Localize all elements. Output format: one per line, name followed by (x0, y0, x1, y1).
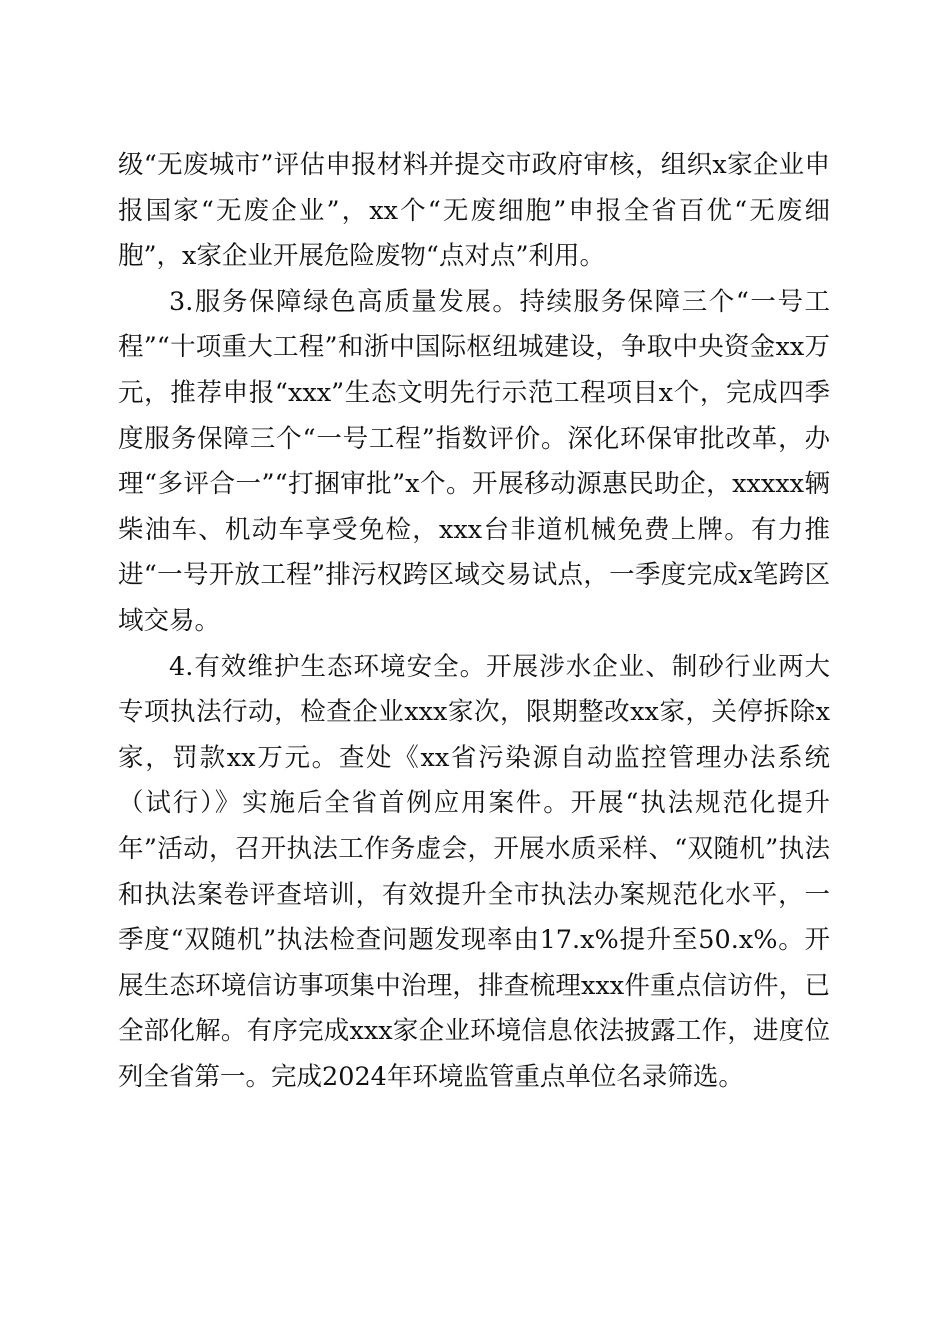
paragraph-item-3: 3.服务保障绿色高质量发展。持续服务保障三个“一号工程”“十项重大工程”和浙中国际枢纽城建设，争取中央资金xx万元，推荐申报“xxx”生态文明先行示范工程项目x个，完成四季度服务保障三个“一号工程”指数评价。深化环保审批改革，办理“多评合一”“打捆审批”x个。开展移动源惠民助企，xxxxx辆柴油车、机动车享受免检，xxx台非道机械免费上牌。有力推进“一号开放工程”排污权跨区域交易试点，一季度完成x笔跨区域交易。 (118, 286, 830, 636)
paragraph-item-4: 4.有效维护生态环境安全。开展涉水企业、制砂行业两大专项执法行动，检查企业xxx家次，限期整改xx家，关停拆除x家，罚款xx万元。查处《xx省污染源自动监控管理办法系统（试行）》实施后全省首例应用案件。开展“执法规范化提升年”活动，召开执法工作务虚会，开展水质采样、“双随机”执法和执法案卷评查培训，有效提升全市执法办案规范化水平，一季度“双随机”执法检查问题发现率由17.x%提升至50.x%。开展生态环境信访事项集中治理，排查梳理xxx件重点信访件，已全部化解。有序完成xxx家企业环境信息依法披露工作，进度位列全省第一。完成2024年环境监管重点单位名录筛选。 (118, 651, 830, 1092)
document-body (118, 143, 830, 1100)
paragraph-continuation: 级“无废城市”评估申报材料并提交市政府审核，组织x家企业申报国家“无废企业”，xx个“无废细胞”申报全省百优“无废细胞”，x家企业开展危险废物“点对点”利用。 (118, 150, 830, 272)
